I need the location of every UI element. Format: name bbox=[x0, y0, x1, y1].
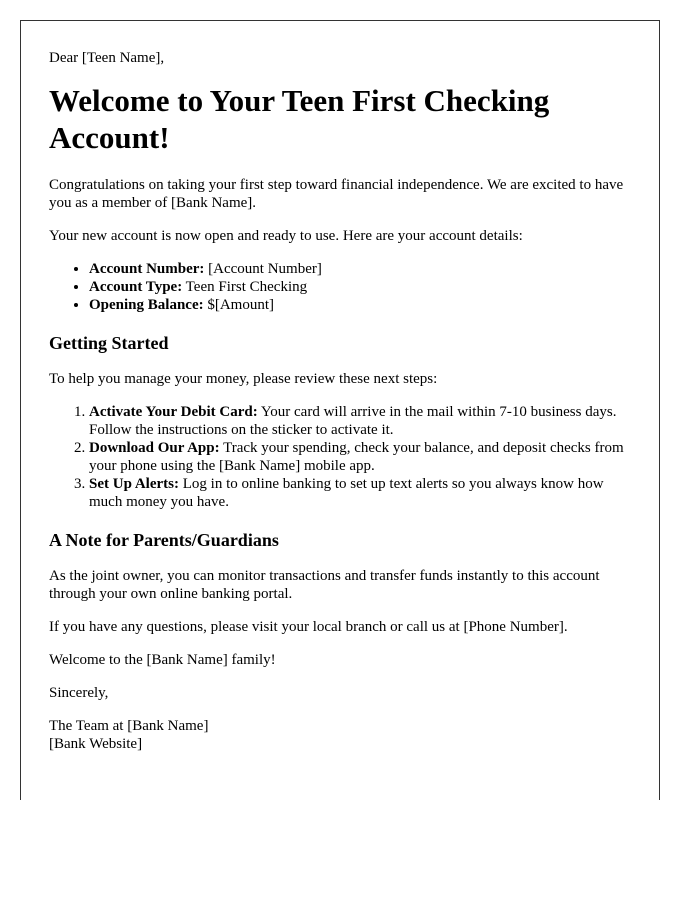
letter-title: Welcome to Your Teen First Checking Account! bbox=[49, 83, 550, 155]
closing: Sincerely, bbox=[49, 685, 109, 701]
step-item bbox=[89, 475, 631, 511]
signature-website: [Bank Website] bbox=[49, 736, 143, 752]
account-intro-paragraph: Your new account is now open and ready to use. Here are your account details: bbox=[49, 228, 523, 244]
step-label: Activate Your Debit Card: bbox=[89, 404, 258, 420]
account-detail-item bbox=[89, 260, 631, 278]
getting-started-intro: To help you manage your money, please review these next steps: bbox=[49, 371, 438, 387]
step-label: Set Up Alerts: bbox=[89, 476, 179, 492]
parents-paragraph: As the joint owner, you can monitor transactions and transfer funds instantly to this account through your own online banking portal. bbox=[49, 568, 600, 602]
account-detail-label: Account Number: bbox=[89, 261, 205, 277]
step-item bbox=[89, 403, 631, 439]
step-text: Log in to online banking to set up text alerts so you always know how much money you have. bbox=[89, 476, 604, 510]
step-label: Download Our App: bbox=[89, 440, 220, 456]
signature-team: The Team at [Bank Name] bbox=[49, 718, 209, 734]
account-detail-label: Account Type: bbox=[89, 279, 183, 295]
letter bbox=[20, 20, 660, 800]
intro-paragraph: Congratulations on taking your first step toward financial independence. We are excited to have you as a member of [Bank Name]. bbox=[49, 177, 624, 211]
salutation: Dear [Teen Name], bbox=[49, 50, 165, 66]
account-details-list bbox=[49, 260, 631, 314]
next-steps-list bbox=[49, 403, 631, 511]
getting-started-heading: Getting Started bbox=[49, 333, 169, 353]
questions-paragraph: If you have any questions, please visit your local branch or call us at [Phone Number]. bbox=[49, 619, 568, 635]
step-text: Your card will arrive in the mail within 7-10 business days. Follow the instructions on the sticker to activate it. bbox=[89, 404, 617, 438]
account-detail-item bbox=[89, 278, 631, 296]
parents-heading: A Note for Parents/Guardians bbox=[49, 530, 279, 550]
account-detail-value: $[Amount] bbox=[203, 297, 275, 313]
account-detail-label: Opening Balance: bbox=[89, 297, 204, 313]
account-detail-value: Teen First Checking bbox=[182, 279, 308, 295]
welcome-paragraph: Welcome to the [Bank Name] family! bbox=[49, 652, 276, 668]
signature bbox=[49, 717, 631, 753]
step-text: Track your spending, check your balance, and deposit checks from your phone using the [Bank Name] mobile app. bbox=[89, 440, 624, 474]
account-detail-item bbox=[89, 296, 631, 314]
step-item bbox=[89, 439, 631, 475]
account-detail-value: [Account Number] bbox=[204, 261, 322, 277]
